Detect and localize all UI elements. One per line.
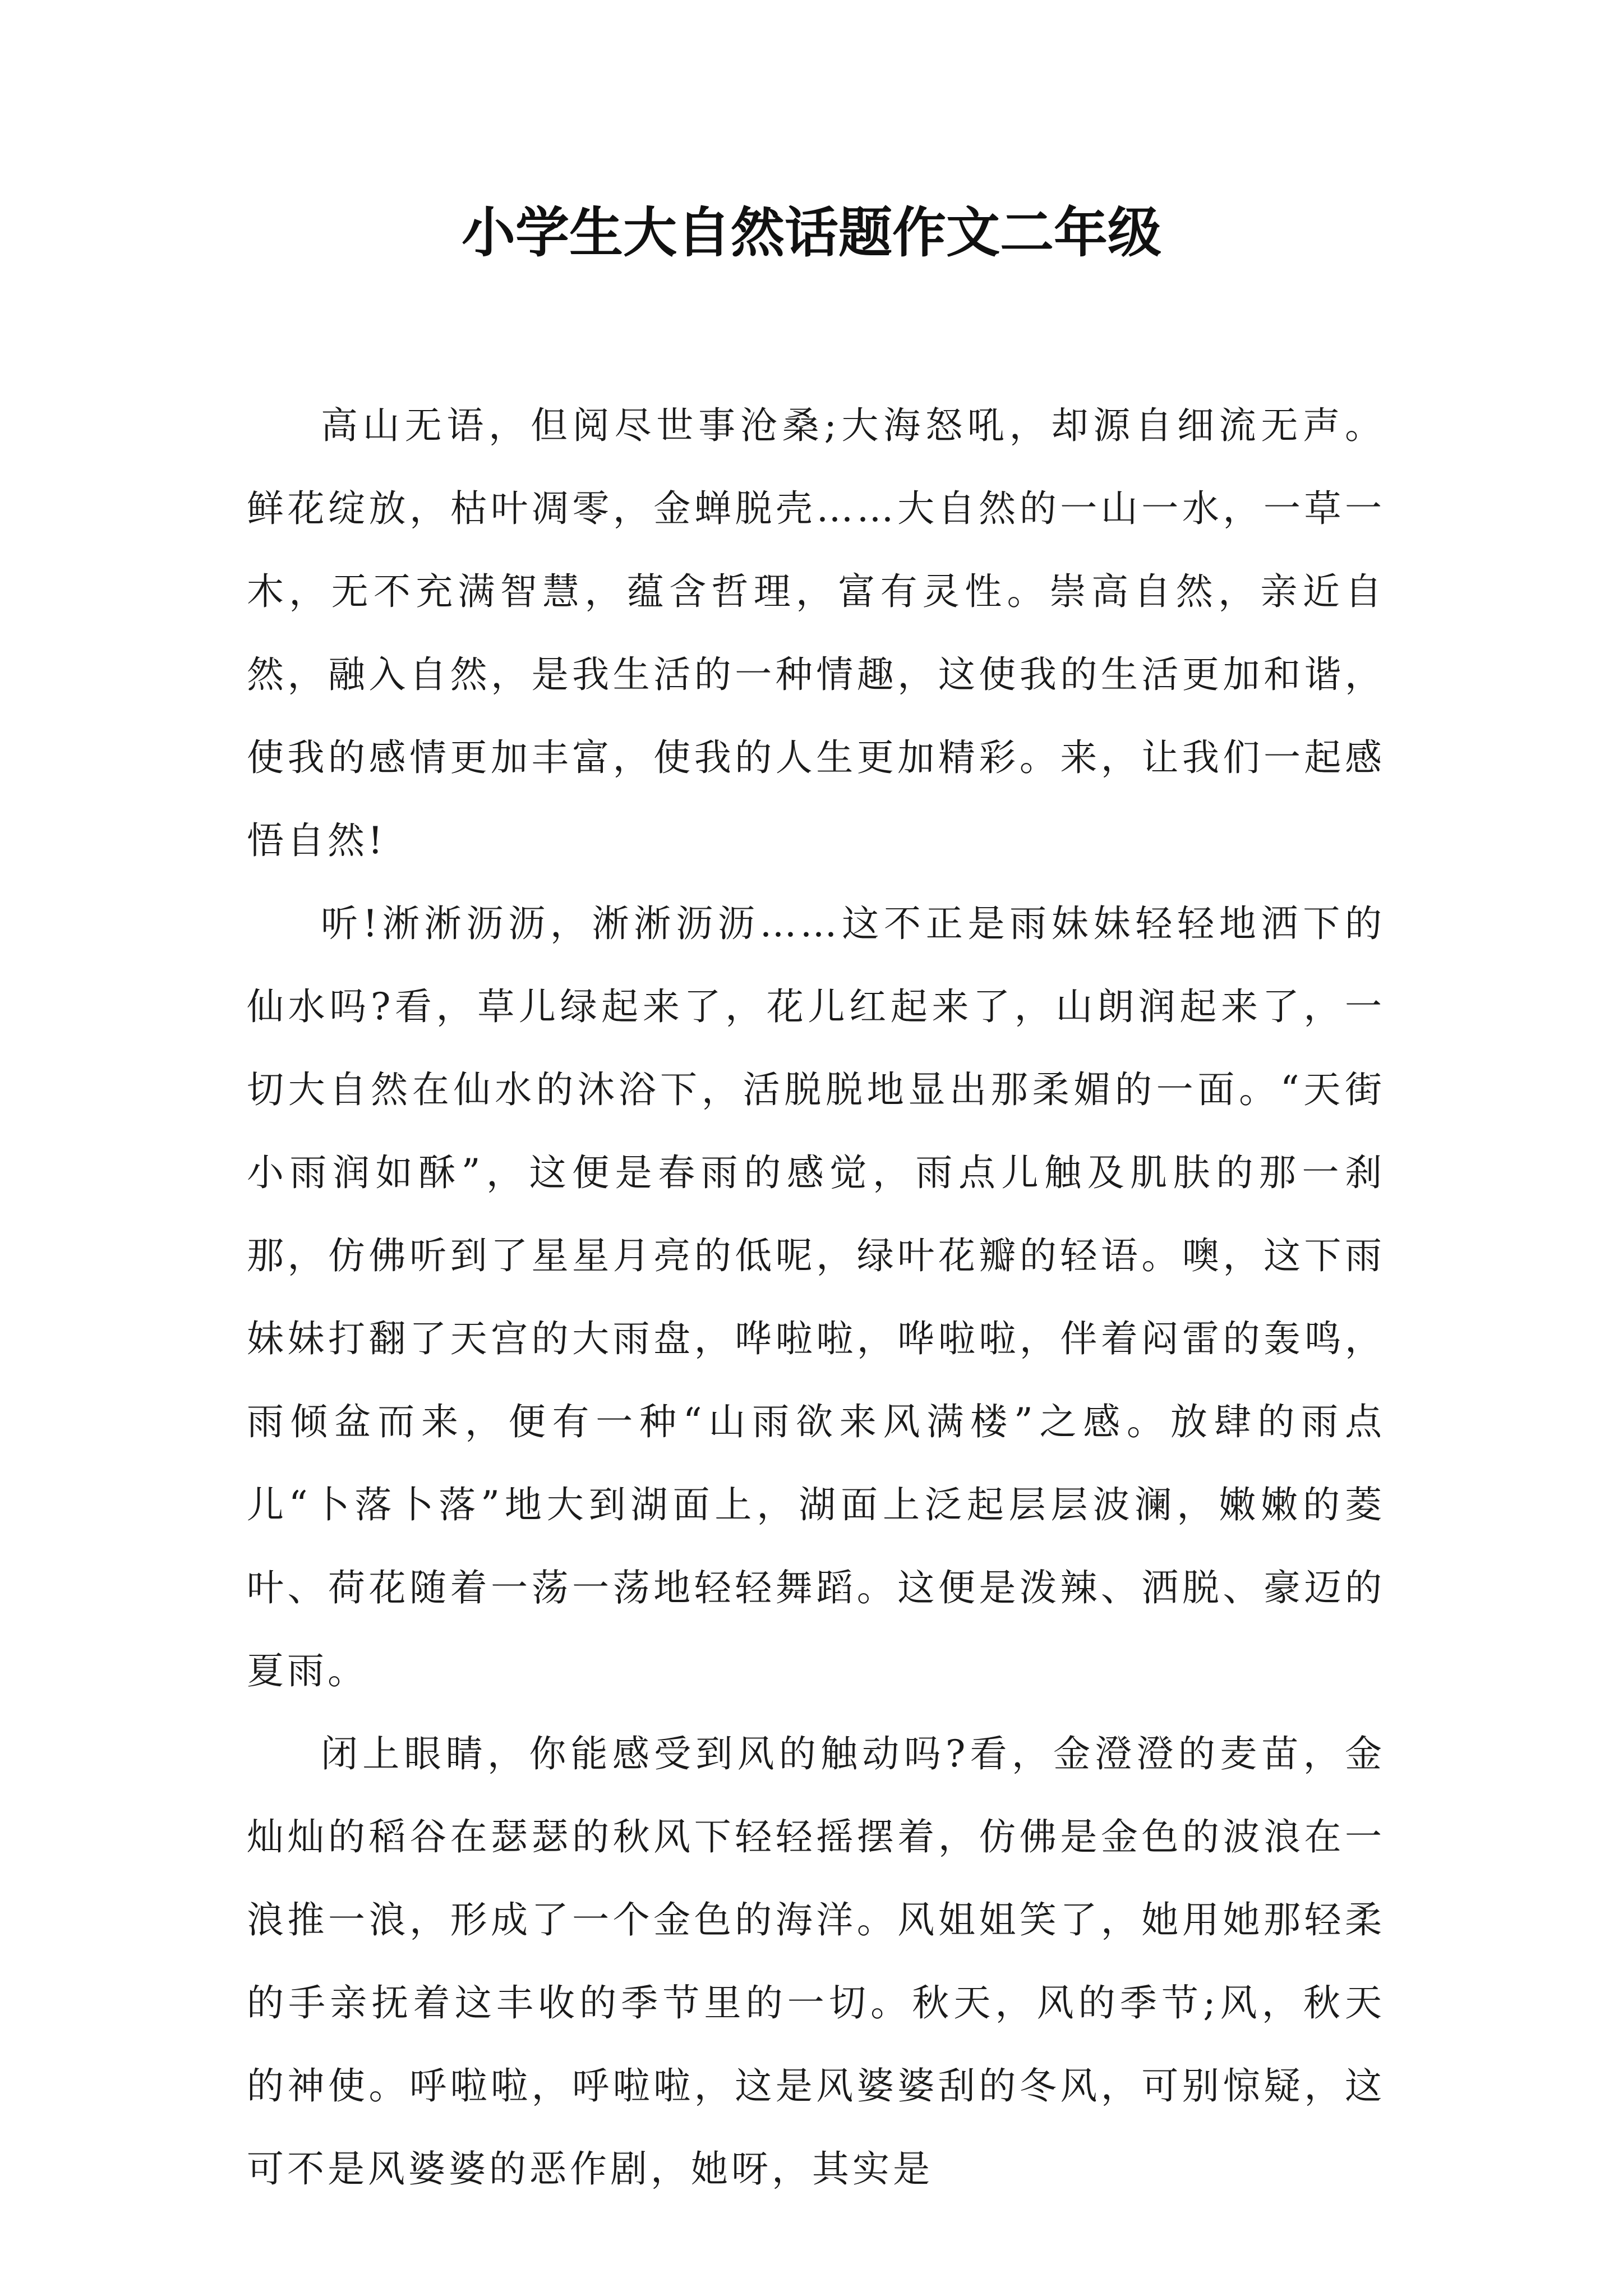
paragraph-3: 闭上眼睛，你能感受到风的触动吗?看，金澄澄的麦苗，金灿灿的稻谷在瑟瑟的秋风下轻轻摇摆着，仿佛是金色的波浪在一浪推一浪，形成了一个金色的海洋。风姐姐笑了，她用她那轻柔的手亲抚着这丰收的季节里的一切。秋天，风的季节;风，秋天的神使。呼啦啦，呼啦啦，这是风婆婆刮的冬风，可别惊疑，这可不是风婆婆的恶作剧，她呀，其实是 [247, 1732, 1385, 2191]
document-title: 小学生大自然话题作文二年级 [462, 201, 1161, 264]
paragraph-1: 高山无语，但阅尽世事沧桑;大海怒吼，却源自细流无声。鲜花绽放，枯叶凋零，金蝉脱壳……大自然的一山一水，一草一木，无不充满智慧，蕴含哲理，富有灵性。崇高自然，亲近自然，融入自然，是我生活的一种情趣，这使我的生活更加和谐，使我的感情更加丰富，使我的人生更加精彩。来，让我们一起感悟自然! [247, 404, 1385, 862]
paragraph-2: 听!淅淅沥沥，淅淅沥沥……这不正是雨妹妹轻轻地洒下的仙水吗?看，草儿绿起来了，花儿红起来了，山朗润起来了，一切大自然在仙水的沐浴下，活脱脱地显出那柔媚的一面。“天街小雨润如酥”，这便是春雨的感觉，雨点儿触及肌肤的那一刹那，仿佛听到了星星月亮的低呢，绿叶花瓣的轻语。噢，这下雨妹妹打翻了天宫的大雨盘，哗啦啦，哗啦啦，伴着闷雷的轰鸣，雨倾盆而来，便有一种“山雨欲来风满楼”之感。放肆的雨点儿“卜落卜落”地大到湖面上，湖面上泛起层层波澜，嫩嫩的菱叶、荷花随着一荡一荡地轻轻舞蹈。这便是泼辣、洒脱、豪迈的夏雨。 [247, 902, 1385, 1692]
document-body [247, 384, 1385, 2211]
